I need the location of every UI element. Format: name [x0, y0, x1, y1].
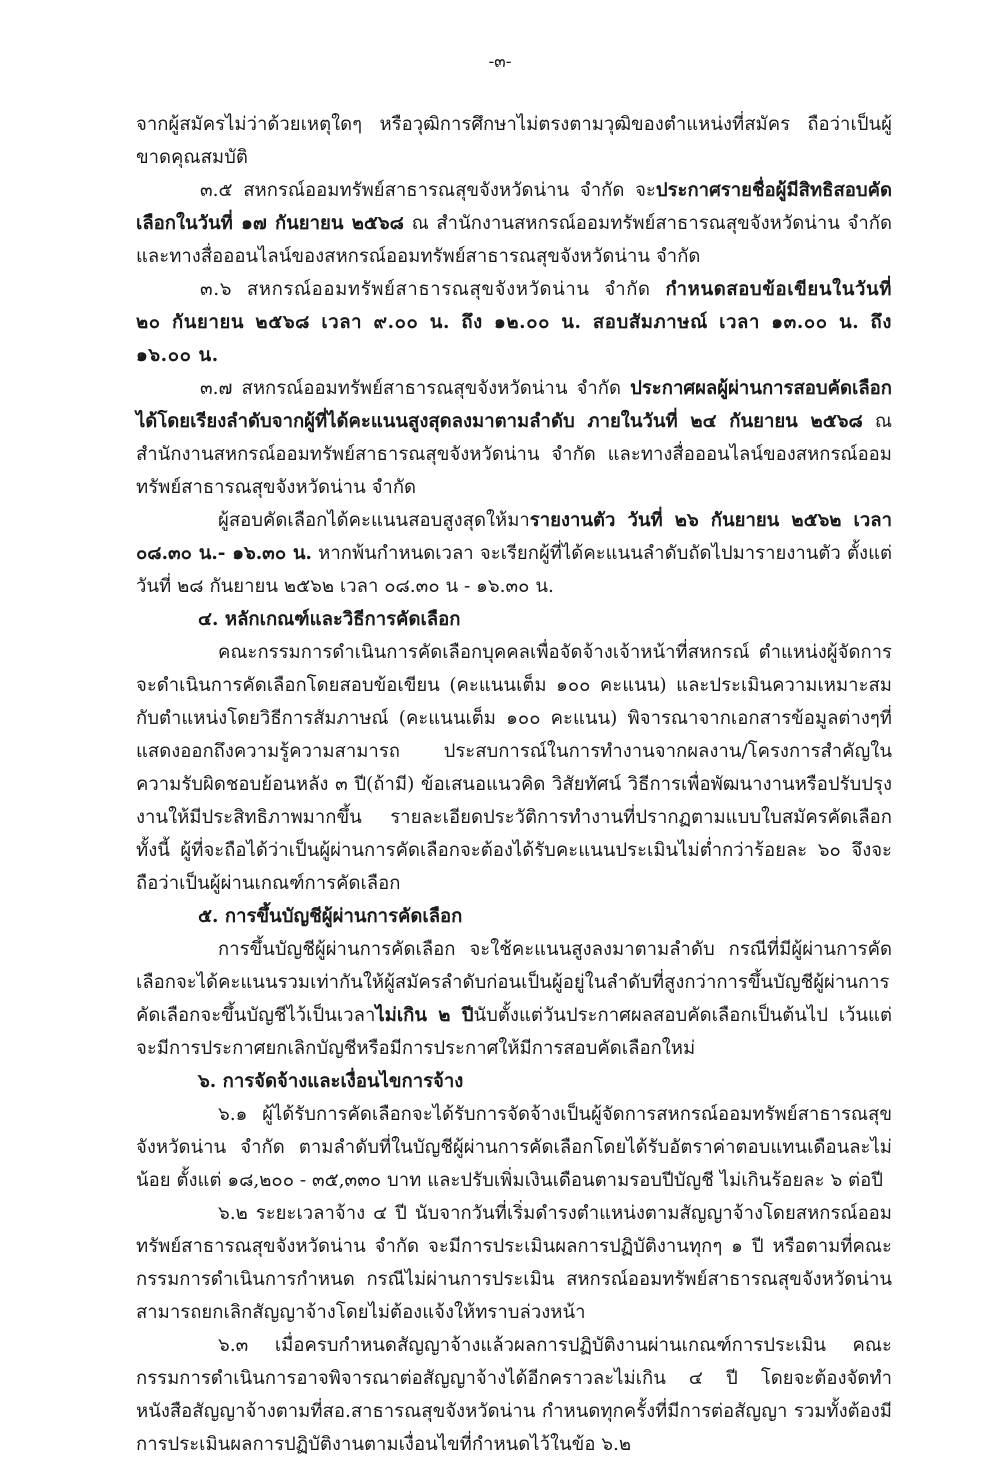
section-6-heading: ๖. การจัดจ้างและเงื่อนไขการจ้าง: [198, 1071, 464, 1092]
section-3-6-lead: ๓.๖ สหกรณ์ออมทรัพย์สาธารณสุขจังหวัดน่าน จำกัด: [200, 279, 666, 300]
report-bold: รายงานตัว วันที่ ๒๖ กันยายน ๒๕๖๒ เวลา ๐๘.๓๐ น.- ๑๖.๓๐ น.: [136, 510, 892, 564]
section-5-lead: การขึ้นบัญชีผู้ผ่านการคัดเลือก จะใช้คะแนนสูงลงมาตามลำดับ กรณีที่มีผู้ผ่านการคัดเลือกจะได้คะแนนรวมเท่ากันให้ผู้สมัครลำดับก่อนเป็นผู้อยู่ในลำดับที่สูงกว่าการขึ้นบัญชีผู้ผ่านการคัดเลือกจะขึ้นบัญชีไว้เป็นเวลา: [136, 939, 892, 1026]
document-body: [136, 108, 892, 1461]
section-6-2: ๖.๒ ระยะเวลาจ้าง ๔ ปี นับจากวันที่เริ่มดำรงตำแหน่งตามสัญญาจ้างโดยสหกรณ์ออมทรัพย์สาธารณสุขจังหวัดน่าน จำกัด จะมีการประเมินผลการปฏิบัติงานทุกๆ ๑ ปี หรือตามที่คณะกรรมการดำเนินการกำหนด กรณีไม่ผ่านการประเมิน สหกรณ์ออมทรัพย์สาธารณสุขจังหวัดน่าน สามารถยกเลิกสัญญาจ้างโดยไม่ต้องแจ้งให้ทราบล่วงหน้า: [136, 1203, 892, 1323]
section-3-5-rest: ณ สำนักงานสหกรณ์ออมทรัพย์สาธารณสุขจังหวัดน่าน จำกัด และทางสื่อออนไลน์ของสหกรณ์ออมทรัพย์สาธารณสุขจังหวัดน่าน จำกัด: [136, 213, 892, 267]
section-6-1: ๖.๑ ผู้ได้รับการคัดเลือกจะได้รับการจัดจ้างเป็นผู้จัดการสหกรณ์ออมทรัพย์สาธารณสุขจังหวัดน่าน จำกัด ตามลำดับที่ในบัญชีผู้ผ่านการคัดเลือกโดยได้รับอัตราค่าตอบแทนเดือนละไม่น้อย ตั้งแต่ ๑๘,๒๐๐ - ๓๕,๓๓๐ บาท และปรับเพิ่มเงินเดือนตามรอบปีบัญชี ไม่เกินร้อยละ ๖ ต่อปี: [136, 1104, 892, 1191]
section-3-4-tail: จากผู้สมัครไม่ว่าด้วยเหตุใดๆ หรือวุฒิการศึกษาไม่ตรงตามวุฒิของตำแหน่งที่สมัคร ถือว่าเป็นผู้ขาดคุณสมบัติ: [136, 114, 892, 168]
report-lead: ผู้สอบคัดเลือกได้คะแนนสอบสูงสุดให้มา: [218, 510, 530, 531]
section-3-5: [136, 174, 892, 273]
section-4-body: คณะกรรมการดำเนินการคัดเลือกบุคคลเพื่อจัดจ้างเจ้าหน้าที่สหกรณ์ ตำแหน่งผู้จัดการจะดำเนินการคัดเลือกโดยสอบข้อเขียน (คะแนนเต็ม ๑๐๐ คะแนน) และประเมินความเหมาะสมกับตำแหน่งโดยวิธีการสัมภาษณ์ (คะแนนเต็ม ๑๐๐ คะแนน) พิจารณาจากเอกสารข้อมูลต่างๆที่แสดงออกถึงความรู้ความสามารถ ประสบการณ์ในการทำงานจากผลงาน/โครงการสำคัญในความรับผิดชอบย้อนหลัง ๓ ปี(ถ้ามี) ข้อเสนอแนวคิด วิสัยทัศน์ วิธีการเพื่อพัฒนางานหรือปรับปรุงงานให้มีประสิทธิภาพมากขึ้น รายละเอียดประวัติการทำงานที่ปรากฏตามแบบใบสมัครคัดเลือก ทั้งนี้ ผู้ที่จะถือได้ว่าเป็นผู้ผ่านการคัดเลือกจะต้องได้รับคะแนนประเมินไม่ต่ำกว่าร้อยละ ๖๐ จึงจะถือว่าเป็นผู้ผ่านเกณฑ์การคัดเลือก: [136, 642, 892, 894]
section-3-7-bold: ประกาศผลผู้ผ่านการสอบคัดเลือกได้โดยเรียงลำดับจากผู้ที่ได้คะแนนสูงสุดลงมาตามลำดับ ภายในวันที่ ๒๔ กันยายน ๒๕๖๘: [136, 378, 892, 432]
section-4-heading: ๔. หลักเกณฑ์และวิธีการคัดเลือก: [198, 609, 461, 630]
report-rest: หากพ้นกำหนดเวลา จะเรียกผู้ที่ได้คะแนนลำดับถัดไปมารายงานตัว ตั้งแต่วันที่ ๒๘ กันยายน ๒๕๖๒ เวลา ๐๘.๓๐ น - ๑๖.๓๐ น.: [136, 543, 893, 597]
section-5-heading: ๕. การขึ้นบัญชีผู้ผ่านการคัดเลือก: [198, 906, 463, 927]
section-5-bold: ไม่เกิน ๒ ปี: [375, 1005, 474, 1026]
report-paragraph: [136, 504, 892, 603]
section-3-7: [136, 372, 892, 504]
section-3-7-lead: ๓.๗ สหกรณ์ออมทรัพย์สาธารณสุขจังหวัดน่าน จำกัด: [200, 378, 631, 399]
section-3-7-rest: ณ สำนักงานสหกรณ์ออมทรัพย์สาธารณสุขจังหวัดน่าน จำกัด และทางสื่อออนไลน์ของสหกรณ์ออมทรัพย์สาธารณสุขจังหวัดน่าน จำกัด: [136, 411, 892, 498]
page-number: -๓-: [488, 52, 512, 72]
section-5-rest: นับตั้งแต่วันประกาศผลสอบคัดเลือกเป็นต้นไป เว้นแต่จะมีการประกาศยกเลิกบัญชีหรือมีการประกาศให้มีการสอบคัดเลือกใหม่: [136, 1005, 892, 1059]
section-6-3: ๖.๓ เมื่อครบกำหนดสัญญาจ้างแล้วผลการปฏิบัติงานผ่านเกณฑ์การประเมิน คณะกรรมการดำเนินการอาจพิจารณาต่อสัญญาจ้างได้อีกคราวละไม่เกิน ๔ ปี โดยจะต้องจัดทำหนังสือสัญญาจ้างตามที่สอ.สาธารณสุขจังหวัดน่าน กำหนดทุกครั้งที่มีการต่อสัญญา รวมทั้งต้องมีการประเมินผลการปฏิบัติงานตามเงื่อนไขที่กำหนดไว้ในข้อ ๖.๒: [136, 1335, 892, 1455]
section-3-6: [136, 273, 892, 372]
section-3-5-lead: ๓.๕ สหกรณ์ออมทรัพย์สาธารณสุขจังหวัดน่าน จำกัด จะ: [200, 180, 656, 201]
section-3-6-bold: กำหนดสอบข้อเขียนในวันที่ ๒๐ กันยายน ๒๕๖๘ เวลา ๙.๐๐ น. ถึง ๑๒.๐๐ น. สอบสัมภาษณ์ เวลา ๑๓.๐๐ น. ถึง ๑๖.๐๐ น.: [136, 279, 892, 366]
section-3-5-bold: ประกาศรายชื่อผู้มีสิทธิสอบคัดเลือกในวันที่ ๑๗ กันยายน ๒๕๖๘: [136, 180, 892, 234]
section-5-body: [136, 933, 892, 1065]
